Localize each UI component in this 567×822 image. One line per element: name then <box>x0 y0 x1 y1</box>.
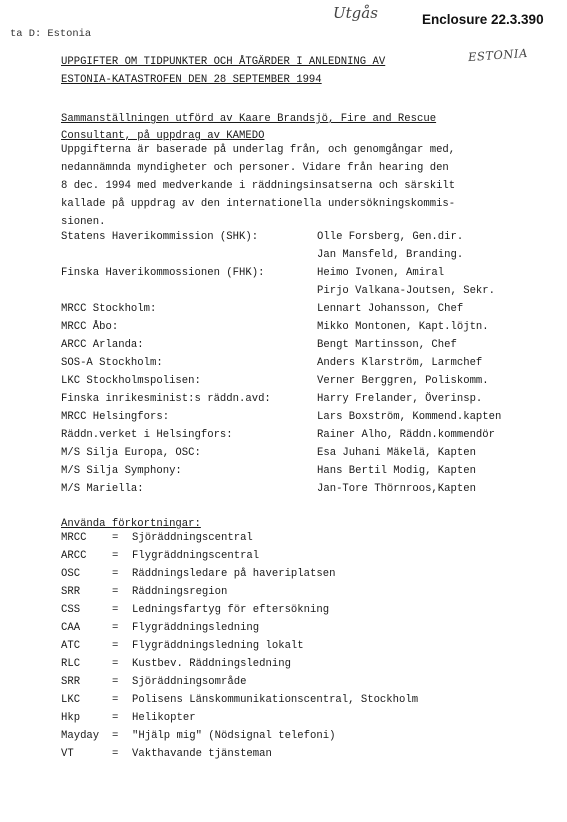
abbreviation-code: ATC <box>61 640 81 652</box>
abbreviation-row <box>61 658 561 676</box>
intro-line: 8 dec. 1994 med medverkande i räddningsinsatserna och särskilt <box>61 180 456 192</box>
contact-person: Jan-Tore Thörnroos,Kapten <box>317 483 476 495</box>
contact-row <box>61 231 561 249</box>
contacts-list <box>61 231 561 501</box>
contact-org: MRCC Helsingfors: <box>61 411 170 423</box>
contact-org: M/S Mariella: <box>61 483 144 495</box>
contact-person: Verner Berggren, Poliskomm. <box>317 375 489 387</box>
contact-person: Olle Forsberg, Gen.dir. <box>317 231 464 243</box>
compiled-line-2: Consultant, på uppdrag av KAMEDO <box>61 130 265 142</box>
abbreviation-equals: = <box>112 622 119 634</box>
contact-org: Räddn.verket i Helsingfors: <box>61 429 233 441</box>
contact-person: Mikko Montonen, Kapt.löjtn. <box>317 321 489 333</box>
abbreviation-code: Mayday <box>61 730 100 742</box>
abbreviation-row <box>61 604 561 622</box>
contact-person: Hans Bertil Modig, Kapten <box>317 465 476 477</box>
enclosure-label: Enclosure 22.3.390 <box>422 12 544 27</box>
contact-row <box>61 285 561 303</box>
abbreviation-meaning: Flygräddningsledning lokalt <box>132 640 304 652</box>
contact-org: ARCC Arlanda: <box>61 339 144 351</box>
contact-row <box>61 483 561 501</box>
contact-row <box>61 375 561 393</box>
abbreviation-code: OSC <box>61 568 81 580</box>
abbreviation-row <box>61 550 561 568</box>
intro-line: nedannämnda myndigheter och personer. Vidare från hearing den <box>61 162 449 174</box>
abbreviation-equals: = <box>112 694 119 706</box>
abbreviation-code: CSS <box>61 604 81 616</box>
handwritten-estonia: ESTONIA <box>467 45 529 65</box>
abbreviation-code: Hkp <box>61 712 81 724</box>
abbreviation-equals: = <box>112 676 119 688</box>
contact-row <box>61 357 561 375</box>
contact-org: MRCC Stockholm: <box>61 303 157 315</box>
abbreviation-equals: = <box>112 640 119 652</box>
abbreviation-meaning: Räddningsregion <box>132 586 228 598</box>
contact-person: Rainer Alho, Räddn.kommendör <box>317 429 496 441</box>
abbreviation-code: CAA <box>61 622 81 634</box>
contact-row <box>61 303 561 321</box>
contact-person: Anders Klarström, Larmchef <box>317 357 483 369</box>
abbreviation-equals: = <box>112 586 119 598</box>
contact-row <box>61 249 561 267</box>
contact-person: Bengt Martinsson, Chef <box>317 339 457 351</box>
handwritten-utgas: Utgås <box>333 4 378 22</box>
abbreviation-code: LKC <box>61 694 81 706</box>
abbreviation-equals: = <box>112 550 119 562</box>
abbreviation-code: RLC <box>61 658 81 670</box>
abbreviation-code: SRR <box>61 676 81 688</box>
contact-person: Lars Boxström, Kommend.kapten <box>317 411 502 423</box>
contact-row <box>61 447 561 465</box>
contact-row <box>61 393 561 411</box>
abbreviation-equals: = <box>112 532 119 544</box>
contact-org: Finska inrikesminist:s räddn.avd: <box>61 393 271 405</box>
abbreviation-row <box>61 712 561 730</box>
contact-row <box>61 465 561 483</box>
abbreviation-row <box>61 568 561 586</box>
contact-row <box>61 321 561 339</box>
abbreviation-row <box>61 676 561 694</box>
contact-row <box>61 429 561 447</box>
abbreviation-equals: = <box>112 730 119 742</box>
contact-org: M/S Silja Symphony: <box>61 465 182 477</box>
abbreviation-equals: = <box>112 568 119 580</box>
abbreviation-row <box>61 694 561 712</box>
abbreviation-equals: = <box>112 748 119 760</box>
intro-line: kallade på uppdrag av den internationella undersökningskommis- <box>61 198 456 210</box>
intro-line: sionen. <box>61 216 106 228</box>
contact-person: Heimo Ivonen, Amiral <box>317 267 445 279</box>
abbreviation-meaning: Sjöräddningsområde <box>132 676 247 688</box>
contact-person: Lennart Johansson, Chef <box>317 303 464 315</box>
contact-org: LKC Stockholmspolisen: <box>61 375 201 387</box>
abbreviation-meaning: Ledningsfartyg för eftersökning <box>132 604 330 616</box>
abbreviation-meaning: Vakthavande tjänsteman <box>132 748 272 760</box>
abbreviations-title: Använda förkortningar: <box>61 518 201 530</box>
contact-row <box>61 267 561 285</box>
abbreviation-meaning: Helikopter <box>132 712 196 724</box>
abbreviation-equals: = <box>112 604 119 616</box>
contact-person: Jan Mansfeld, Branding. <box>317 249 464 261</box>
contact-org: SOS-A Stockholm: <box>61 357 163 369</box>
intro-line: Uppgifterna är baserade på underlag från, och genomgångar med, <box>61 144 456 156</box>
recipient-line: ta D: Estonia <box>10 28 92 40</box>
contact-person: Pirjo Valkana-Joutsen, Sekr. <box>317 285 496 297</box>
abbreviation-code: SRR <box>61 586 81 598</box>
abbreviation-row <box>61 730 561 748</box>
abbreviation-meaning: Polisens Länskommunikationscentral, Stockholm <box>132 694 419 706</box>
abbreviation-row <box>61 748 561 766</box>
title-line-2: ESTONIA-KATASTROFEN DEN 28 SEPTEMBER 1994 <box>61 74 322 86</box>
abbreviation-row <box>61 532 561 550</box>
abbreviation-meaning: Flygräddningsledning <box>132 622 260 634</box>
abbreviation-code: ARCC <box>61 550 87 562</box>
abbreviation-row <box>61 622 561 640</box>
abbreviation-meaning: Sjöräddningscentral <box>132 532 253 544</box>
abbreviation-meaning: Räddningsledare på haveriplatsen <box>132 568 336 580</box>
abbreviation-code: VT <box>61 748 74 760</box>
contact-org: Finska Haverikommossionen (FHK): <box>61 267 265 279</box>
abbreviation-code: MRCC <box>61 532 87 544</box>
contact-org: MRCC Åbo: <box>61 321 119 333</box>
contact-row <box>61 411 561 429</box>
intro-paragraph <box>61 141 455 231</box>
abbreviation-meaning: Flygräddningscentral <box>132 550 260 562</box>
abbreviation-equals: = <box>112 712 119 724</box>
abbreviation-row <box>61 586 561 604</box>
contact-org: Statens Haverikommission (SHK): <box>61 231 259 243</box>
contact-row <box>61 339 561 357</box>
title-line-1: UPPGIFTER OM TIDPUNKTER OCH ÅTGÄRDER I ANLEDNING AV <box>61 56 386 68</box>
abbreviation-meaning: Kustbev. Räddningsledning <box>132 658 291 670</box>
contact-person: Esa Juhani Mäkelä, Kapten <box>317 447 476 459</box>
contact-person: Harry Frelander, Överinsp. <box>317 393 483 405</box>
abbreviations-list <box>61 532 561 766</box>
abbreviation-row <box>61 640 561 658</box>
abbreviation-meaning: "Hjälp mig" (Nödsignal telefoni) <box>132 730 336 742</box>
contact-org: M/S Silja Europa, OSC: <box>61 447 201 459</box>
compiled-line-1: Sammanställningen utförd av Kaare Brandsjö, Fire and Rescue <box>61 113 437 125</box>
abbreviation-equals: = <box>112 658 119 670</box>
